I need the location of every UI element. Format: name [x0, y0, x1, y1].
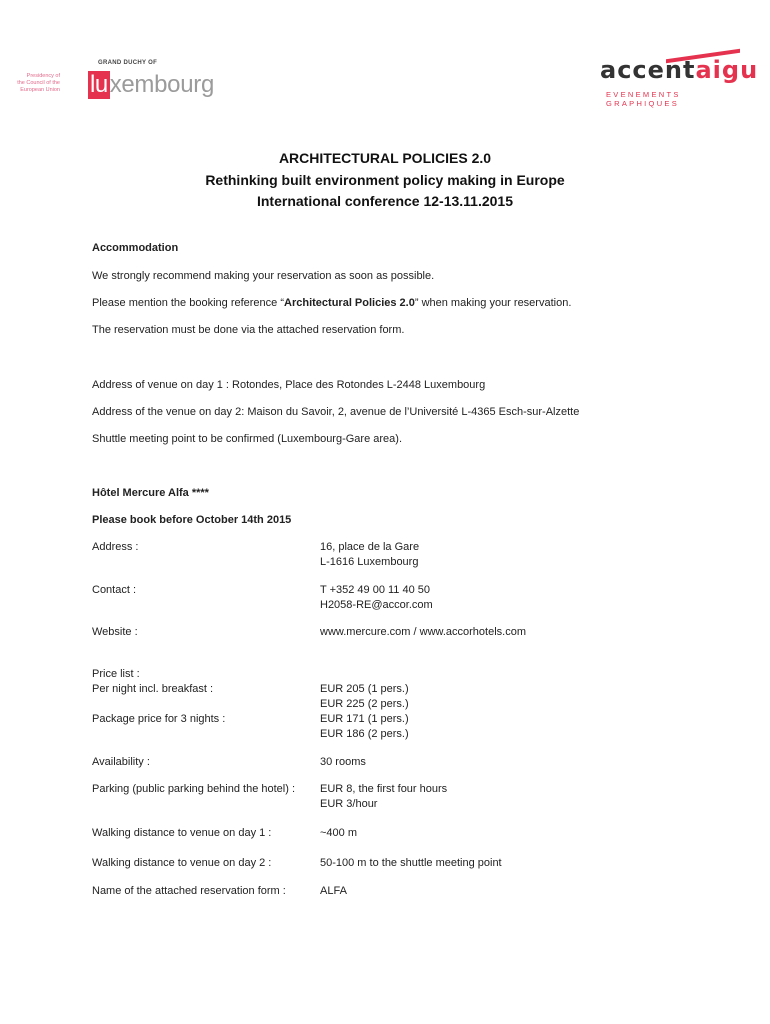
hotel-name: Hôtel Mercure Alfa **** [92, 487, 209, 499]
reservation-form-value: ALFA [320, 885, 347, 897]
walking-day1-value: ~400 m [320, 827, 357, 839]
per-night-prices [320, 682, 409, 742]
paragraph-reservation-form: The reservation must be done via the attached reservation form. [92, 324, 405, 336]
website-label: Website : [92, 626, 138, 638]
logo-luxembourg-word [88, 70, 214, 100]
logo-subtitle: EVENEMENTS GRAPHIQUES [606, 90, 681, 108]
parking-line: EUR 8, the first four hours [320, 783, 448, 795]
price-line: EUR 205 (1 pers.) [320, 683, 409, 695]
contact-label: Contact : [92, 584, 137, 596]
parking-label: Parking (public parking behind the hotel) : [92, 783, 296, 795]
venue-day2-address: Address of the venue on day 2: Maison du Savoir, 2, avenue de l’Université L-4365 Esch-sur-Alzette [92, 406, 580, 418]
parking-value [320, 782, 447, 812]
logo-word-dark: accent [600, 56, 696, 84]
luxembourg-presidency-logo [17, 60, 238, 100]
title-line-2: Rethinking built environment policy making in Europe [205, 172, 565, 188]
per-night-label: Per night incl. breakfast : [92, 683, 214, 695]
logo-small-text: Presidency of [26, 73, 60, 79]
shuttle-meeting-point: Shuttle meeting point to be confirmed (Luxembourg-Gare area). [92, 433, 402, 445]
price-line: EUR 225 (2 pers.) [320, 698, 409, 710]
accommodation-heading: Accommodation [92, 242, 179, 254]
address-value [320, 540, 419, 570]
reservation-form-label: Name of the attached reservation form : [92, 885, 286, 897]
venue-day1-address: Address of venue on day 1 : Rotondes, Place des Rotondes L-2448 Luxembourg [92, 379, 486, 391]
package-price-label: Package price for 3 nights : [92, 713, 226, 725]
availability-label: Availability : [92, 756, 150, 768]
address-line: L-1616 Luxembourg [320, 556, 419, 568]
text-segment: Please mention the booking reference “ [92, 297, 285, 309]
title-line-1: ARCHITECTURAL POLICIES 2.0 [278, 150, 492, 166]
logo-word-pink: aigu [695, 56, 759, 84]
contact-phone: T +352 49 00 11 40 50 [320, 584, 430, 596]
address-line: 16, place de la Gare [320, 541, 420, 553]
accentaigu-logo [600, 56, 759, 108]
contact-value [320, 583, 433, 613]
logo-lu-box: lu [90, 71, 108, 98]
price-line: EUR 171 (1 pers.) [320, 713, 409, 725]
logo-grand-duchy-text: GRAND DUCHY OF [98, 60, 158, 66]
logo-small-text: the Council of the [17, 80, 60, 86]
book-before-note: Please book before October 14th 2015 [92, 514, 292, 526]
price-list-label: Price list : [92, 668, 140, 680]
address-label: Address : [92, 541, 139, 553]
availability-value: 30 rooms [320, 756, 366, 768]
paragraph-recommend: We strongly recommend making your reservation as soon as possible. [92, 270, 435, 282]
walking-day1-label: Walking distance to venue on day 1 : [92, 827, 272, 839]
walking-day2-label: Walking distance to venue on day 2 : [92, 857, 272, 869]
website-links[interactable]: www.mercure.com / www.accorhotels.com [320, 626, 526, 638]
logo-xembourg-text: xembourg [109, 71, 215, 98]
title-line-3: International conference 12-13.11.2015 [256, 193, 513, 209]
walking-day2-value: 50-100 m to the shuttle meeting point [320, 857, 502, 869]
booking-reference: Architectural Policies 2.0 [284, 297, 415, 309]
parking-line: EUR 3/hour [320, 798, 378, 810]
price-line: EUR 186 (2 pers.) [320, 728, 409, 740]
text-segment: ” when making your reservation. [414, 297, 572, 309]
paragraph-booking-reference [92, 297, 571, 309]
logo-accentaigu-word [600, 56, 758, 84]
logo-small-text: European Union [20, 87, 60, 93]
contact-email[interactable]: H2058-RE@accor.com [320, 599, 433, 611]
